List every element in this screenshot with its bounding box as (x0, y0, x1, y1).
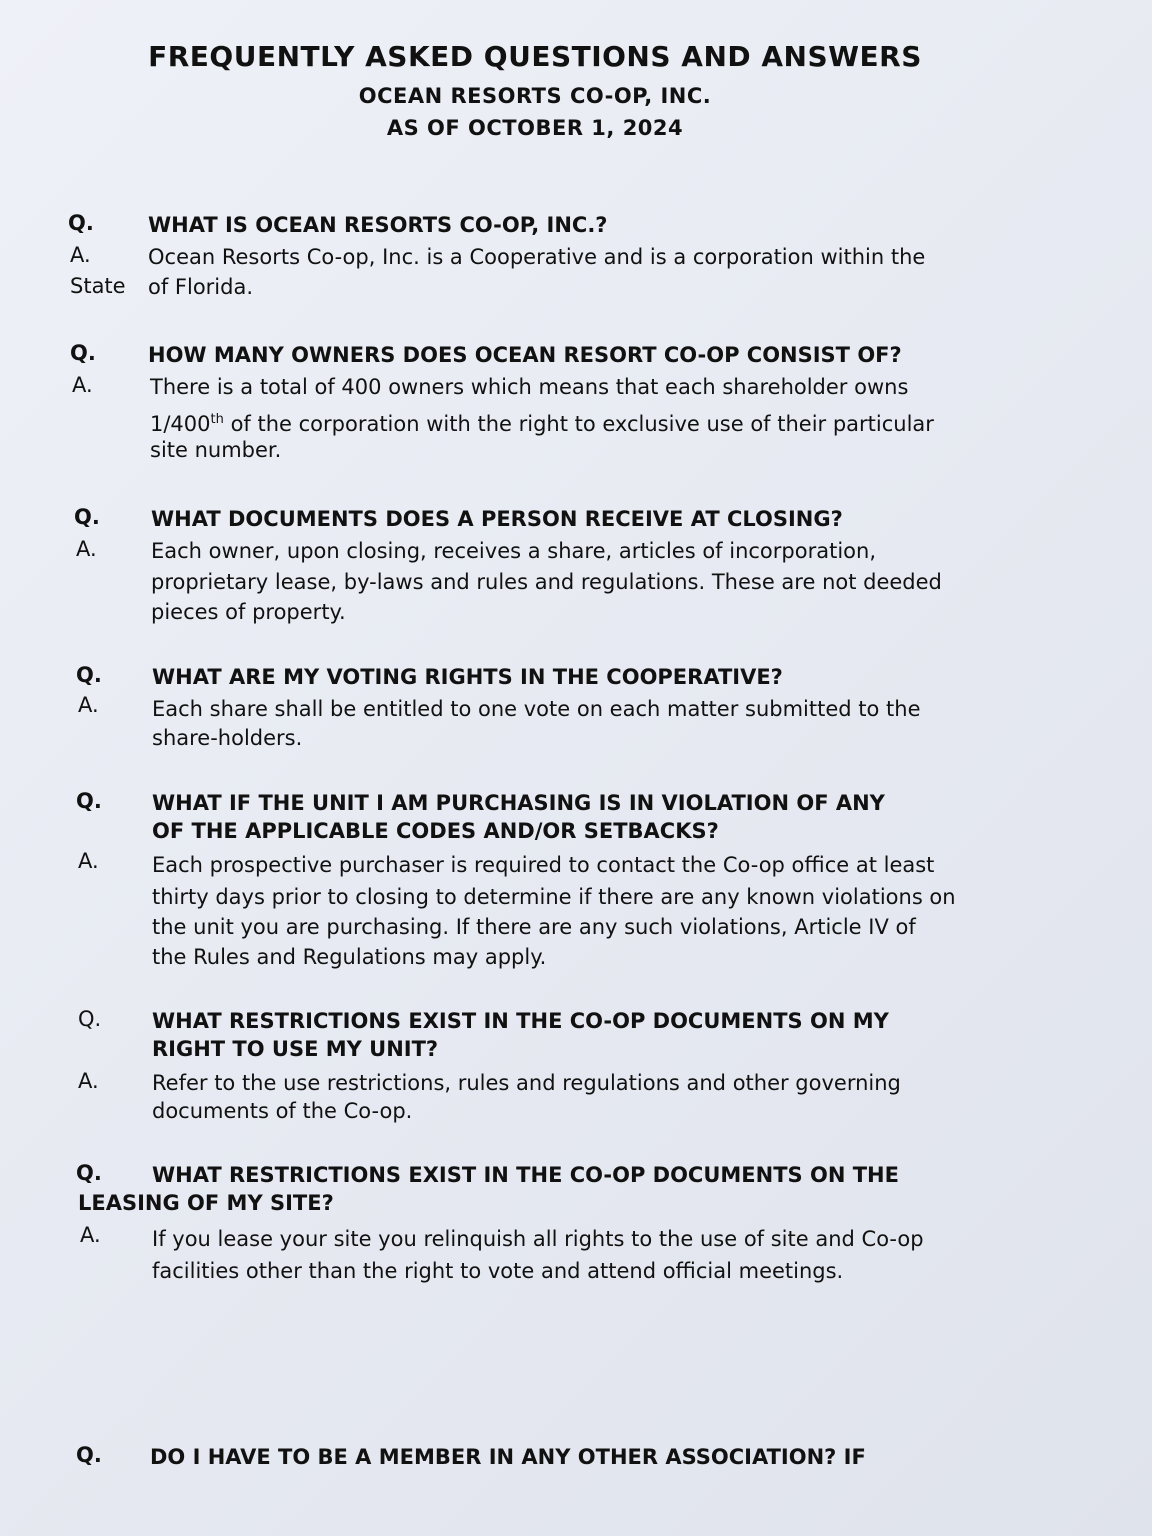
answer-text: If you lease your site you relinquish all rights to the use of site and Co-op (152, 1227, 924, 1251)
question-text: WHAT IF THE UNIT I AM PURCHASING IS IN VIOLATION OF ANY (152, 791, 885, 815)
answer-label: A. (78, 693, 99, 717)
answer-label: A. (70, 243, 91, 267)
answer-text: Each owner, upon closing, receives a share, articles of incorporation, (151, 539, 876, 563)
answer-label: A. (76, 537, 97, 561)
question-label: Q. (76, 663, 102, 687)
answer-text: share-holders. (152, 726, 303, 750)
question-label: Q. (74, 505, 100, 529)
question-text: WHAT RESTRICTIONS EXIST IN THE CO-OP DOCUMENTS ON THE (152, 1163, 899, 1187)
answer-label: A. (80, 1223, 101, 1247)
answer-label: A. (78, 1069, 99, 1093)
as-of-date: AS OF OCTOBER 1, 2024 (386, 116, 684, 140)
answer-text: Each prospective purchaser is required to contact the Co-op office at least (152, 853, 935, 877)
answer-text: of the corporation with the right to exclusive use of their particular (230, 412, 934, 436)
answer-text: of Florida. (148, 275, 254, 299)
document-title: FREQUENTLY ASKED QUESTIONS AND ANSWERS (148, 40, 922, 73)
answer-text: Refer to the use restrictions, rules and regulations and other governing (152, 1071, 901, 1095)
fraction-base: 1/400 (150, 412, 211, 436)
organization-name: OCEAN RESORTS CO-OP, INC. (358, 84, 712, 108)
answer-text: There is a total of 400 owners which means that each shareholder owns (150, 375, 909, 399)
question-label: Q. (76, 789, 102, 813)
question-text: OF THE APPLICABLE CODES AND/OR SETBACKS? (152, 819, 719, 843)
answer-text: the Rules and Regulations may apply. (152, 945, 547, 969)
question-label: Q. (76, 1161, 102, 1185)
answer-label: A. (72, 373, 93, 397)
question-text: RIGHT TO USE MY UNIT? (152, 1037, 439, 1061)
question-text: WHAT ARE MY VOTING RIGHTS IN THE COOPERATIVE? (152, 665, 783, 689)
answer-text: Each share shall be entitled to one vote on each matter submitted to the (152, 697, 921, 721)
answer-state-word: State (70, 274, 126, 298)
question-label: Q. (76, 1443, 102, 1467)
question-text: HOW MANY OWNERS DOES OCEAN RESORT CO-OP CONSIST OF? (148, 343, 902, 367)
answer-text: proprietary lease, by-laws and rules and regulations. These are not deeded (151, 570, 942, 594)
question-text: DO I HAVE TO BE A MEMBER IN ANY OTHER ASSOCIATION? IF (150, 1445, 866, 1469)
question-text: WHAT RESTRICTIONS EXIST IN THE CO-OP DOCUMENTS ON MY (152, 1009, 889, 1033)
question-label: Q. (68, 211, 94, 235)
question-label: Q. (70, 341, 96, 365)
answer-text: the unit you are purchasing. If there are any such violations, Article IV of (152, 915, 916, 939)
question-text: WHAT IS OCEAN RESORTS CO-OP, INC.? (148, 213, 608, 237)
answer-text: thirty days prior to closing to determine if there are any known violations on (152, 885, 956, 909)
answer-text: Ocean Resorts Co-op, Inc. is a Cooperative and is a corporation within the (148, 245, 926, 269)
question-text: LEASING OF MY SITE? (78, 1191, 334, 1215)
answer-text: facilities other than the right to vote and attend official meetings. (152, 1259, 844, 1283)
answer-text: pieces of property. (151, 600, 346, 624)
question-text: WHAT DOCUMENTS DOES A PERSON RECEIVE AT CLOSING? (151, 507, 843, 531)
answer-text: site number. (150, 438, 282, 462)
question-label: Q. (78, 1007, 102, 1031)
answer-label: A. (78, 849, 99, 873)
fraction-superscript: th (210, 412, 224, 427)
answer-text: documents of the Co-op. (152, 1099, 413, 1123)
